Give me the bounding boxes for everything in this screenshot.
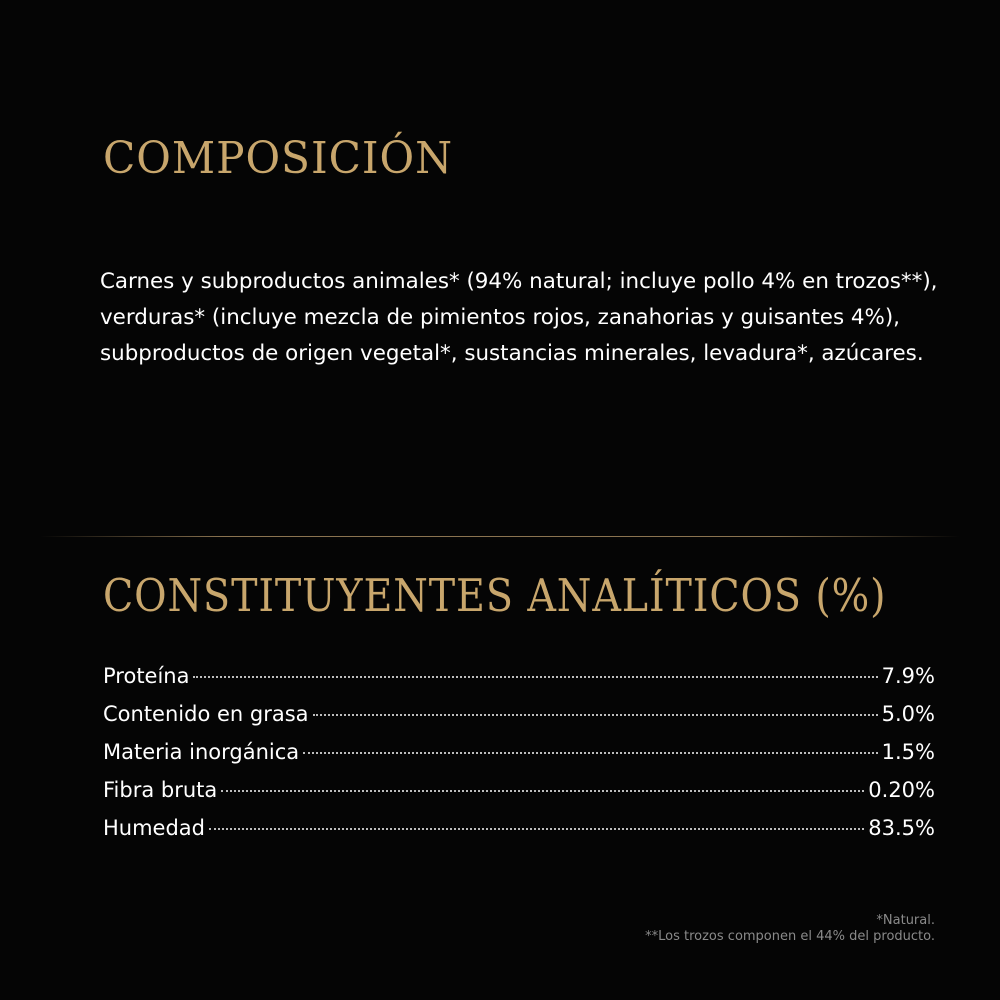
composition-title: COMPOSICIÓN	[103, 133, 454, 184]
analytical-table	[103, 657, 935, 847]
dot-leader	[221, 790, 864, 792]
footnote-natural: *Natural.	[876, 913, 935, 928]
row-label: Fibra bruta	[103, 778, 218, 802]
analytical-row-inorganic	[103, 733, 935, 771]
composition-text: Carnes y subproductos animales* (94% natural; incluye pollo 4% en trozos**), verduras* (incluye mezcla de pimientos rojos, zanahorias y guisantes 4%), subproductos de origen vegetal*, sustancias minerales, levadura*, azúcares.	[100, 269, 938, 366]
row-label: Humedad	[103, 816, 206, 840]
analytical-row-protein	[103, 657, 935, 695]
dot-leader	[209, 828, 864, 830]
row-label: Contenido en grasa	[103, 702, 309, 726]
footnotes	[645, 913, 935, 945]
row-value: 1.5%	[881, 740, 935, 764]
row-label: Materia inorgánica	[103, 740, 300, 764]
analytical-row-moisture	[103, 809, 935, 847]
row-value: 83.5%	[868, 816, 935, 840]
row-value: 5.0%	[881, 702, 935, 726]
dot-leader	[313, 714, 878, 716]
dot-leader	[193, 676, 877, 678]
section-divider	[40, 536, 960, 537]
row-value: 7.9%	[881, 664, 935, 688]
row-value: 0.20%	[868, 778, 935, 802]
dot-leader	[303, 752, 877, 754]
analytical-row-fibre	[103, 771, 935, 809]
footnote-chunks: **Los trozos componen el 44% del producto.	[645, 929, 935, 944]
analytical-title: CONSTITUYENTES ANALÍTICOS (%)	[103, 569, 887, 622]
analytical-row-fat	[103, 695, 935, 733]
row-label: Proteína	[103, 664, 190, 688]
